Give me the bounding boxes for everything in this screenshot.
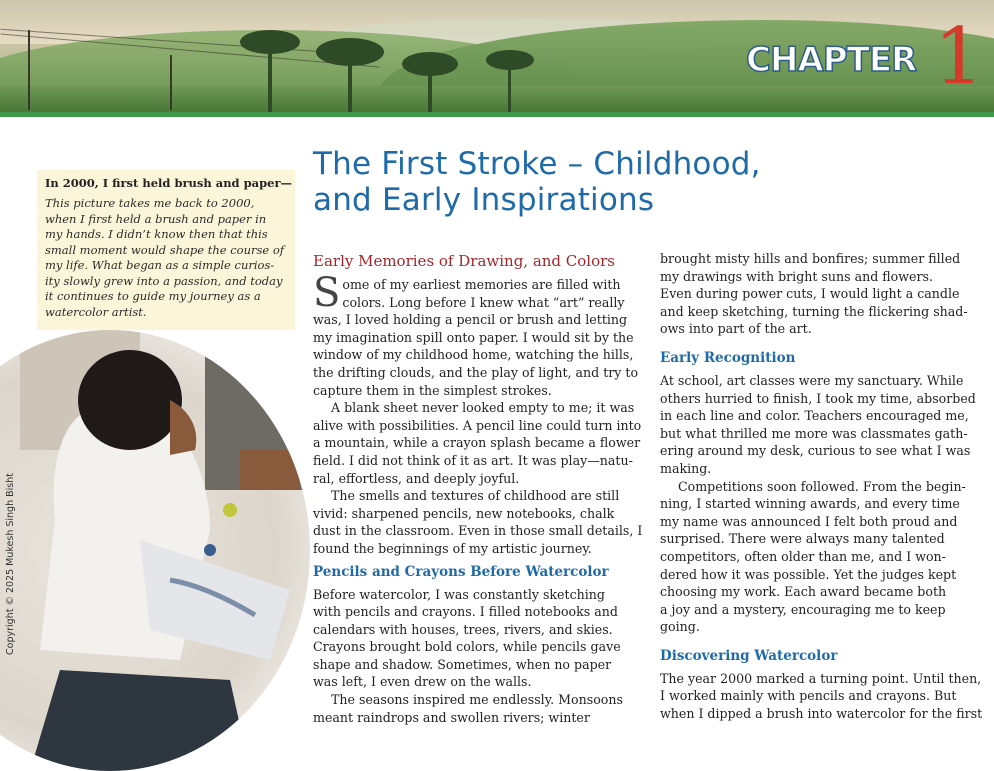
text-line: I worked mainly with pencils and crayons. But xyxy=(660,688,957,704)
text-line: in each line and color. Teachers encouraged me, xyxy=(660,408,969,424)
text-line: brought misty hills and bonfires; summer filled xyxy=(660,251,961,266)
boy-drawing-illustration xyxy=(0,330,310,771)
copyright-text: Copyright © 2025 Mukesh Singh Bisht xyxy=(5,473,16,655)
text-line: A blank sheet never looked empty to me; it was xyxy=(331,400,635,416)
text-line: The year 2000 marked a turning point. Until then, xyxy=(660,670,982,686)
text-line: field. I did not think of it as art. It was play—natu- xyxy=(313,452,633,468)
chapter-title-line: and Early Inspirations xyxy=(313,182,655,218)
text-line: was, I loved holding a pencil or brush and letting xyxy=(313,312,628,328)
text-line: The seasons inspired me endlessly. Monsoons xyxy=(331,692,623,708)
caption-line: watercolor artist. xyxy=(45,304,147,319)
chapter-label: CHAPTER xyxy=(746,40,917,80)
text-line: with pencils and crayons. I filled notebooks and xyxy=(313,604,618,620)
palm-trees-illustration xyxy=(230,12,560,112)
text-line: colors. Long before I knew what “art” really xyxy=(342,294,625,310)
caption-line: my hands. I didn’t know then that this xyxy=(45,227,268,241)
text-line: ering around my desk, curious to see what I was xyxy=(660,443,971,459)
text-line: others hurried to finish, I took my time, absorbed xyxy=(660,390,976,406)
caption-line: when I first held a brush and paper in xyxy=(45,211,267,226)
text-line: dered how it was possible. Yet the judges kept xyxy=(660,566,957,582)
text-line: ral, effortless, and deeply joyful. xyxy=(313,470,520,486)
text-line: alive with possibilities. A pencil line could turn into xyxy=(313,417,642,433)
chapter-title-line: The First Stroke – Childhood, xyxy=(313,146,761,182)
text-line: the drifting clouds, and the play of light, and try to xyxy=(313,364,639,380)
caption-heading: In 2000, I first held brush and paper— xyxy=(45,176,293,190)
section-heading: Early Recognition xyxy=(660,349,796,366)
text-line: Competitions soon followed. From the begin- xyxy=(678,478,966,494)
text-line: Crayons brought bold colors, while pencils gave xyxy=(313,639,621,655)
text-line: but what thrilled me more was classmates gath- xyxy=(660,425,968,441)
text-line: Before watercolor, I was constantly sketching xyxy=(313,586,605,602)
text-line: a joy and a mystery, encouraging me to keep xyxy=(660,601,946,617)
text-line: my imagination spill onto paper. I would sit by the xyxy=(313,329,634,345)
caption-line: small moment would shape the course of xyxy=(45,242,285,257)
text-line: surprised. There were always many talented xyxy=(660,531,945,547)
paragraph-opening xyxy=(313,270,638,316)
utility-pole xyxy=(170,55,172,110)
caption-body xyxy=(45,196,289,320)
text-line: Even during power cuts, I would light a candle xyxy=(660,286,960,302)
text-line: window of my childhood home, watching the hills, xyxy=(313,347,634,363)
text-line: when I dipped a brush into watercolor for the first xyxy=(660,706,983,722)
text-line: ows into part of the art. xyxy=(660,321,812,337)
text-line: dust in the classroom. Even in those small details, I xyxy=(313,523,643,539)
text-line: meant raindrops and swollen rivers; winter xyxy=(313,709,590,725)
text-line: capture them in the simplest strokes. xyxy=(313,382,552,398)
text-line: a mountain, while a crayon splash became a flower xyxy=(313,435,641,451)
chapter-banner-painting xyxy=(0,0,994,112)
utility-pole xyxy=(28,30,30,110)
text-line: my name was announced I felt both proud and xyxy=(660,513,958,529)
text-line: was left, I even drew on the walls. xyxy=(313,674,532,690)
text-line: my drawings with bright suns and flowers. xyxy=(660,268,933,284)
text-line: and keep sketching, turning the flickering shad- xyxy=(660,303,968,319)
text-line: calendars with houses, trees, rivers, and skies. xyxy=(313,621,613,637)
caption-line: my life. What began as a simple curios- xyxy=(45,258,275,272)
text-line: shape and shadow. Sometimes, when no paper xyxy=(313,656,612,672)
text-column-left xyxy=(313,250,643,726)
chapter-number: 1 xyxy=(934,12,984,102)
section-heading: Discovering Watercolor xyxy=(660,647,838,664)
text-line: going. xyxy=(660,619,700,635)
photo-caption-box xyxy=(37,170,295,330)
text-line: ning, I started winning awards, and every time xyxy=(660,496,960,512)
text-line: At school, art classes were my sanctuary. While xyxy=(660,372,964,388)
text-line: ome of my earliest memories are filled with xyxy=(342,277,621,292)
section-heading: Early Memories of Drawing, and Colors xyxy=(313,252,616,270)
caption-line: ity slowly grew into a passion, and today xyxy=(45,273,283,288)
text-line: competitors, often older than me, and I won- xyxy=(660,548,946,564)
caption-line: This picture takes me back to 2000, xyxy=(45,196,255,210)
drop-cap: S xyxy=(313,270,341,316)
caption-line: it continues to guide my journey as a xyxy=(45,289,261,303)
chapter-title xyxy=(313,146,761,218)
header-divider xyxy=(0,112,994,117)
text-line: vivid: sharpened pencils, new notebooks, chalk xyxy=(313,505,615,521)
text-line: making. xyxy=(660,460,712,476)
copyright-notice-vertical xyxy=(5,460,19,660)
text-line: found the beginnings of my artistic journey. xyxy=(313,540,592,556)
childhood-photo xyxy=(0,330,310,771)
text-line: choosing my work. Each award became both xyxy=(660,584,947,600)
text-column-right xyxy=(660,250,985,723)
section-heading: Pencils and Crayons Before Watercolor xyxy=(313,563,609,580)
text-line: The smells and textures of childhood are still xyxy=(331,488,620,504)
